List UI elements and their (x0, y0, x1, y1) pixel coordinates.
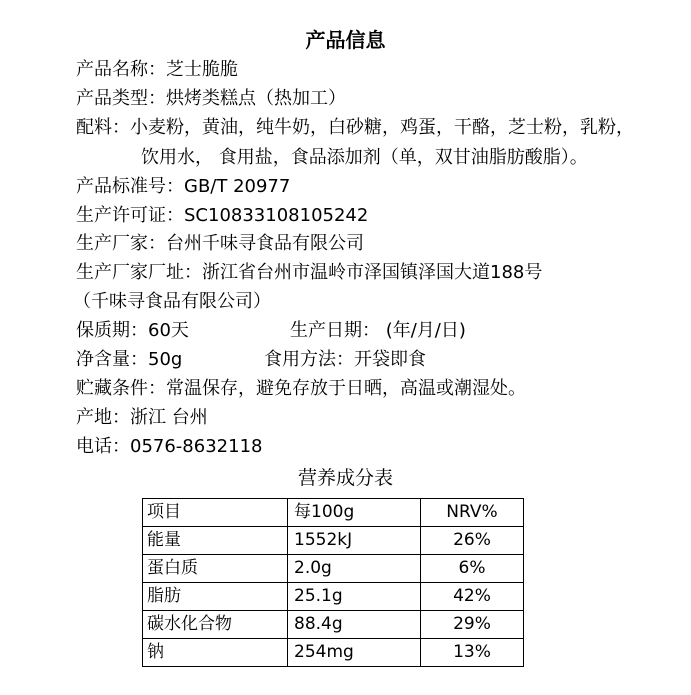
manufacturer-address: 生产厂家厂址：浙江省台州市温岭市泽国镇泽国大道188号 (76, 262, 543, 283)
page-title: 产品信息 (305, 28, 386, 52)
shelf-life: 保质期：60天 (76, 320, 189, 341)
manufacturer: 生产厂家：台州千味寻食品有限公司 (76, 233, 364, 254)
production-date: 生产日期： (年/月/日) (290, 320, 466, 341)
usage-method: 食用方法：开袋即食 (264, 349, 426, 370)
nutrient-nrv: 13% (421, 639, 524, 667)
header-per-100g: 每100g (288, 499, 421, 527)
manufacturer-address-note: （千味寻食品有限公司） (73, 291, 271, 312)
product-name: 产品名称：芝士脆脆 (76, 59, 238, 80)
storage-conditions: 贮藏条件：常温保存，避免存放于日晒，高温或潮湿处。 (76, 378, 526, 399)
table-header-row (143, 499, 524, 527)
production-license: 生产许可证：SC10833108105242 (76, 205, 369, 226)
nutrient-amount: 88.4g (288, 611, 421, 639)
table-row (143, 639, 524, 667)
nutrient-name: 能量 (143, 527, 288, 555)
nutrient-nrv: 26% (421, 527, 524, 555)
phone: 电话：0576-8632118 (76, 436, 263, 457)
nutrient-amount: 2.0g (288, 555, 421, 583)
nutrient-nrv: 6% (421, 555, 524, 583)
nutrient-amount: 254mg (288, 639, 421, 667)
table-row (143, 527, 524, 555)
nutrition-caption: 营养成分表 (297, 467, 393, 489)
header-nrv: NRV% (421, 499, 524, 527)
nutrition-table (142, 498, 524, 667)
table-row (143, 555, 524, 583)
nutrient-nrv: 42% (421, 583, 524, 611)
table-row (143, 583, 524, 611)
origin: 产地：浙江 台州 (76, 407, 208, 428)
nutrient-name: 蛋白质 (143, 555, 288, 583)
table-row (143, 611, 524, 639)
header-item: 项目 (143, 499, 288, 527)
nutrient-nrv: 29% (421, 611, 524, 639)
product-standard: 产品标准号：GB/T 20977 (76, 176, 291, 197)
nutrient-amount: 1552kJ (288, 527, 421, 555)
net-content: 净含量：50g (76, 349, 183, 370)
nutrient-amount: 25.1g (288, 583, 421, 611)
nutrient-name: 钠 (143, 639, 288, 667)
nutrient-name: 碳水化合物 (143, 611, 288, 639)
ingredients-line-1: 配料：小麦粉，黄油，纯牛奶，白砂糖，鸡蛋，干酪，芝士粉，乳粉， (76, 117, 634, 138)
nutrient-name: 脂肪 (143, 583, 288, 611)
product-type: 产品类型：烘烤类糕点（热加工） (76, 88, 346, 109)
ingredients-line-2: 饮用水， 食用盐，食品添加剂（单，双甘油脂肪酸脂）。 (141, 147, 588, 168)
